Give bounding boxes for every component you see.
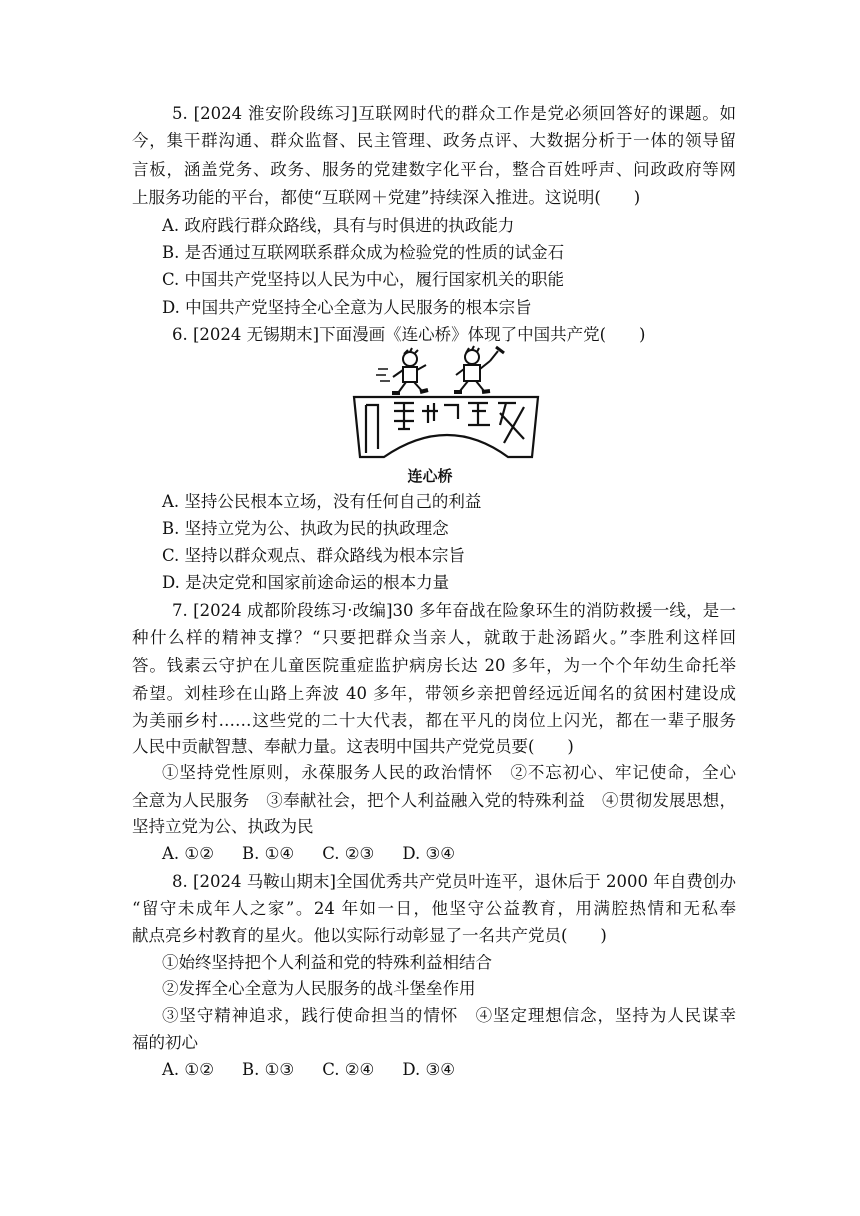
q7-stem-line: 答。钱素云守护在儿童医院重症监护病房长达 20 多年，为一个个年幼生命托举 xyxy=(132,656,736,675)
comic-lianxinqiao-image xyxy=(348,345,548,460)
q6-option-a: A. 坚持公民根本立场，没有任何自己的利益 xyxy=(162,492,482,511)
q5-stem-line: 5. [2024 淮安阶段练习]互联网时代的群众工作是党必须回答好的课题。如 xyxy=(172,104,736,123)
q5-stem-line: 言板，涵盖党务、政务、服务的党建数字化平台，整合百姓呼声、问政政府等网 xyxy=(132,160,736,179)
q7-choices xyxy=(162,843,483,865)
q7-choice-b: B. ①④ xyxy=(242,844,295,863)
q8-stem-line: 8. [2024 马鞍山期末]全国优秀共产党员叶连平，退休后于 2000 年自费创办 xyxy=(172,872,736,891)
q7-stem-line: 7. [2024 成都阶段练习·改编]30 多年奋战在险象环生的消防救援一线，是一 xyxy=(172,601,736,620)
q7-choice-c: C. ②③ xyxy=(322,844,375,863)
q5-option-b: B. 是否通过互联网联系群众成为检验党的性质的试金石 xyxy=(162,243,565,262)
q7-stem-line: 为美丽乡村……这些党的二十大代表，都在平凡的岗位上闪光，都在一辈子服务 xyxy=(132,711,736,730)
q8-choice-b: B. ①③ xyxy=(242,1060,295,1079)
q5-option-c: C. 中国共产党坚持以人民为中心，履行国家机关的职能 xyxy=(162,270,565,289)
running-figure-right xyxy=(454,346,504,392)
q8-statement-2: ②发挥全心全意为人民服务的战斗堡垒作用 xyxy=(162,979,476,998)
q7-statements-line: 全意为人民服务 ③奉献社会，把个人利益融入党的特殊利益 ④贯彻发展思想， xyxy=(132,791,736,810)
q8-statement-4-cont: 福的初心 xyxy=(132,1033,198,1052)
running-figure-left xyxy=(376,348,428,393)
bridge-of-characters xyxy=(354,397,538,457)
q5-stem-line: 今，集干群沟通、群众监督、民主管理、政务点评、大数据分析于一体的领导留 xyxy=(132,131,736,150)
comic-caption: 连心桥 xyxy=(407,467,453,485)
q5-stem-line: 上服务功能的平台，都使“互联网＋党建”持续深入推进。这说明( ) xyxy=(132,188,641,207)
q6-option-b: B. 坚持立党为公、执政为民的执政理念 xyxy=(162,519,449,538)
q5-option-d: D. 中国共产党坚持全心全意为人民服务的根本宗旨 xyxy=(162,298,532,317)
q7-choice-d: D. ③④ xyxy=(402,844,456,863)
q7-statements-line: ①坚持党性原则，永葆服务人民的政治情怀 ②不忘初心、牢记使命，全心 xyxy=(162,763,736,782)
q7-choice-a: A. ①② xyxy=(162,844,214,863)
q7-stem-line: 希望。刘桂珍在山路上奔波 40 多年，带领乡亲把曾经远近闻名的贫困村建设成 xyxy=(132,684,736,703)
q7-stem-line: 人民中贡献智慧、奉献力量。这表明中国共产党党员要( ) xyxy=(132,737,574,756)
q6-option-d: D. 是决定党和国家前途命运的根本力量 xyxy=(162,573,450,592)
q8-choices xyxy=(162,1059,483,1081)
q6-option-c: C. 坚持以群众观点、群众路线为根本宗旨 xyxy=(162,546,466,565)
q7-statements-line: 坚持立党为公、执政为民 xyxy=(132,817,314,836)
q8-choice-a: A. ①② xyxy=(162,1060,214,1079)
q8-statement-1: ①始终坚持把个人利益和党的特殊利益相结合 xyxy=(162,953,492,972)
q5-option-a: A. 政府践行群众路线，具有与时俱进的执政能力 xyxy=(162,216,515,235)
q8-choice-c: C. ②④ xyxy=(322,1060,375,1079)
q8-stem-line: 献点亮乡村教育的星火。他以实际行动彰显了一名共产党员( ) xyxy=(132,926,607,945)
q8-choice-d: D. ③④ xyxy=(402,1060,456,1079)
q7-stem-line: 种什么样的精神支撑？“只要把群众当亲人，就敢于赴汤蹈火。”李胜利这样回 xyxy=(132,628,736,647)
q8-stem-line: “留守未成年人之家”。24 年如一日，他坚守公益教育，用满腔热情和无私奉 xyxy=(132,899,736,918)
q8-statement-3-4: ③坚守精神追求，践行使命担当的情怀 ④坚定理想信念，坚持为人民谋幸 xyxy=(162,1006,736,1025)
q6-stem: 6. [2024 无锡期末]下面漫画《连心桥》体现了中国共产党( ) xyxy=(172,325,646,344)
